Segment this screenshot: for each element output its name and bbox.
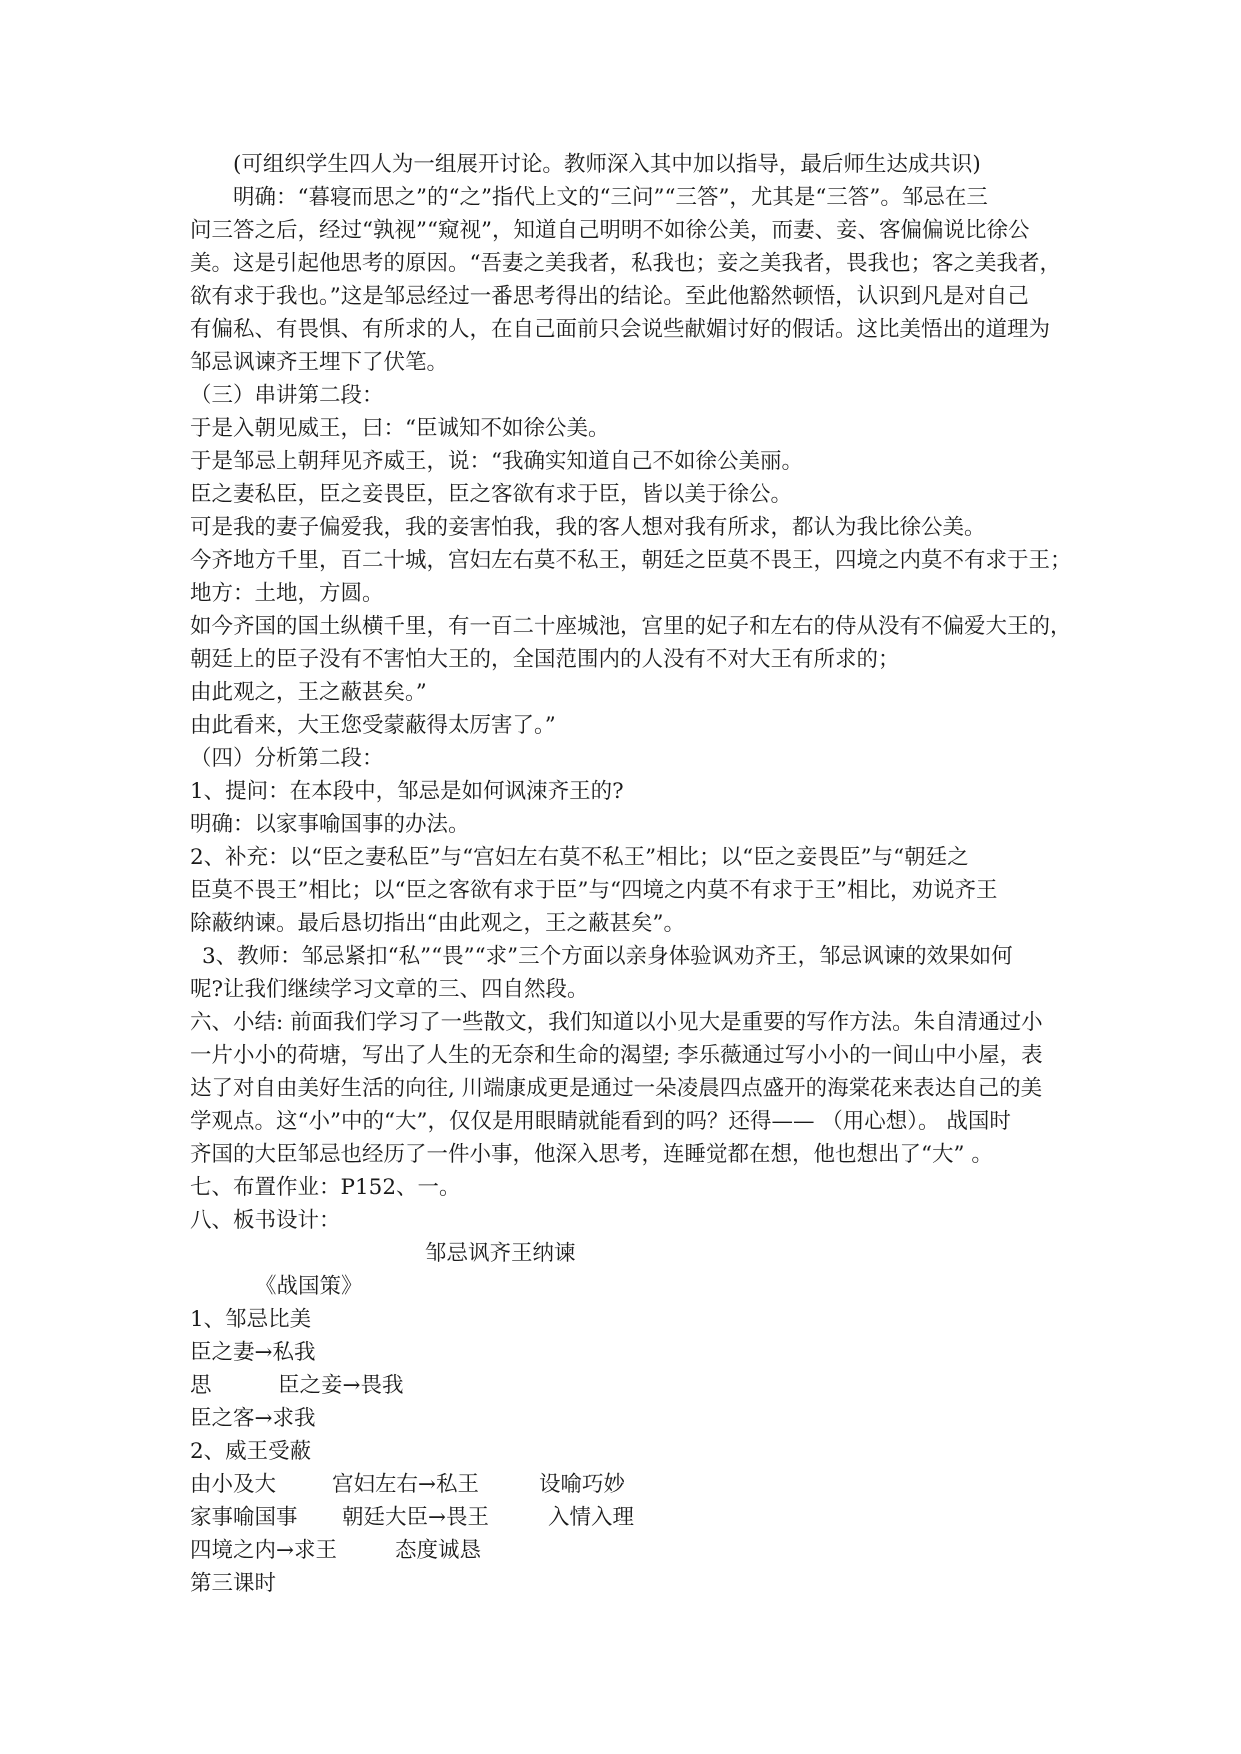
paragraph-line: 除蔽纳谏。最后恳切指出“由此观之，王之蔽甚矣”。 [190, 911, 685, 936]
paragraph-line: 齐国的大臣邹忌也经历了一件小事，他深入思考，连睡觉都在想，他也想出了“大” 。 [190, 1142, 993, 1167]
paragraph-line: 邹忌讽谏齐王埋下了伏笔。 [190, 350, 449, 375]
board-footer: 第三课时 [190, 1571, 277, 1596]
paragraph-line: 于是邹忌上朝拜见齐威王，说：“我确实知道自己不如徐公美丽。 [190, 449, 803, 474]
board-title: 邹忌讽齐王纳谏 [425, 1241, 576, 1266]
board-row: 臣之妻→私我 [190, 1340, 316, 1365]
board-source: 《战国策》 [255, 1274, 363, 1299]
paragraph-line: 呢?让我们继续学习文章的三、四自然段。 [190, 977, 589, 1002]
paragraph-line: 臣之妻私臣，臣之妾畏臣，臣之客欲有求于臣，皆以美于徐公。 [190, 482, 793, 507]
board-row: 由小及大 宫妇左右→私王 设喻巧妙 [190, 1472, 626, 1497]
paragraph-line: 有偏私、有畏惧、有所求的人，在自己面前只会说些献媚讨好的假话。这比美悟出的道理为 [190, 317, 1051, 342]
board-row: 臣之客→求我 [190, 1406, 316, 1431]
board-section: 2、威王受蔽 [190, 1439, 312, 1464]
paragraph-line: 2、补充：以“臣之妻私臣”与“宫妇左右莫不私王”相比；以“臣之妾畏臣”与“朝廷之 [190, 845, 969, 870]
paragraph-line: 欲有求于我也。”这是邹忌经过一番思考得出的结论。至此他豁然顿悟，认识到凡是对自己 [190, 284, 1029, 309]
paragraph-line: 由此观之，王之蔽甚矣。” [190, 680, 427, 705]
section-heading: （四）分析第二段： [190, 746, 384, 771]
board-source-row [190, 1270, 1060, 1303]
paragraph-line: 于是入朝见威王，曰：“臣诚知不如徐公美。 [190, 416, 610, 441]
paragraph-line: 3、教师：邹忌紧扣“私”“畏”“求”三个方面以亲身体验讽劝齐王，邹忌讽谏的效果如何 [202, 944, 1013, 969]
paragraph-line: 问三答之后，经过“孰视”“窥视”，知道自己明明不如徐公美，而妻、妾、客偏偏说比徐公 [190, 218, 1030, 243]
discussion-note: (可组织学生四人为一组展开讨论。教师深入其中加以指导，最后师生达成共识) [233, 152, 981, 177]
paragraph-line: 一片小小的荷塘，写出了人生的无奈和生命的渴望; 李乐薇通过写小小的一间山中小屋，表 [190, 1043, 1043, 1068]
paragraph-line: 臣莫不畏王”相比；以“臣之客欲有求于臣”与“四境之内莫不有求于王”相比，劝说齐王 [190, 878, 998, 903]
paragraph-line: 如今齐国的国土纵横千里，有一百二十座城池，宫里的妃子和左右的侍从没有不偏爱大王的， [190, 614, 1072, 639]
section-heading: （三）串讲第二段： [190, 383, 384, 408]
paragraph-line: 明确：以家事喻国事的办法。 [190, 812, 470, 837]
board-row: 思 臣之妾→畏我 [190, 1373, 404, 1398]
board-row: 家事喻国事 朝廷大臣→畏王 入情入理 [190, 1505, 635, 1530]
paragraph-line: 学观点。这“小”中的“大”，仅仅是用眼睛就能看到的吗？还得—— （用心想）。 战国时 [190, 1109, 1011, 1134]
section-heading: 七、布置作业：P152、一。 [190, 1175, 461, 1200]
board-title-row [190, 1237, 1060, 1270]
board-row: 四境之内→求王 态度诚恳 [190, 1538, 482, 1563]
paragraph-line: 达了对自由美好生活的向往, 川端康成更是通过一朵凌晨四点盛开的海棠花来表达自己的美 [190, 1076, 1043, 1101]
board-design [190, 1237, 1060, 1600]
paragraph-line: 地方：土地，方圆。 [190, 581, 384, 606]
board-section: 1、邹忌比美 [190, 1307, 312, 1332]
paragraph-line: 由此看来，大王您受蒙蔽得太厉害了。” [190, 713, 556, 738]
document-page [190, 148, 1072, 1600]
section-heading: 八、板书设计： [190, 1208, 341, 1233]
paragraph-line: 美。这是引起他思考的原因。“吾妻之美我者，私我也；妾之美我者，畏我也；客之美我者， [190, 251, 1061, 276]
paragraph-line: 今齐地方千里，百二十城，宫妇左右莫不私王，朝廷之臣莫不畏王，四境之内莫不有求于王； [190, 548, 1072, 573]
paragraph-line: 六、小结: 前面我们学习了一些散文，我们知道以小见大是重要的写作方法。朱自清通过小 [190, 1010, 1043, 1035]
paragraph-line: 可是我的妻子偏爱我，我的妾害怕我，我的客人想对我有所求，都认为我比徐公美。 [190, 515, 986, 540]
paragraph-line: 明确：“暮寝而思之”的“之”指代上文的“三问”“三答”，尤其是“三答”。邹忌在三 [233, 185, 988, 210]
paragraph-line: 1、提问：在本段中，邹忌是如何讽涑齐王的? [190, 779, 624, 804]
paragraph-line: 朝廷上的臣子没有不害怕大王的，全国范围内的人没有不对大王有所求的； [190, 647, 900, 672]
